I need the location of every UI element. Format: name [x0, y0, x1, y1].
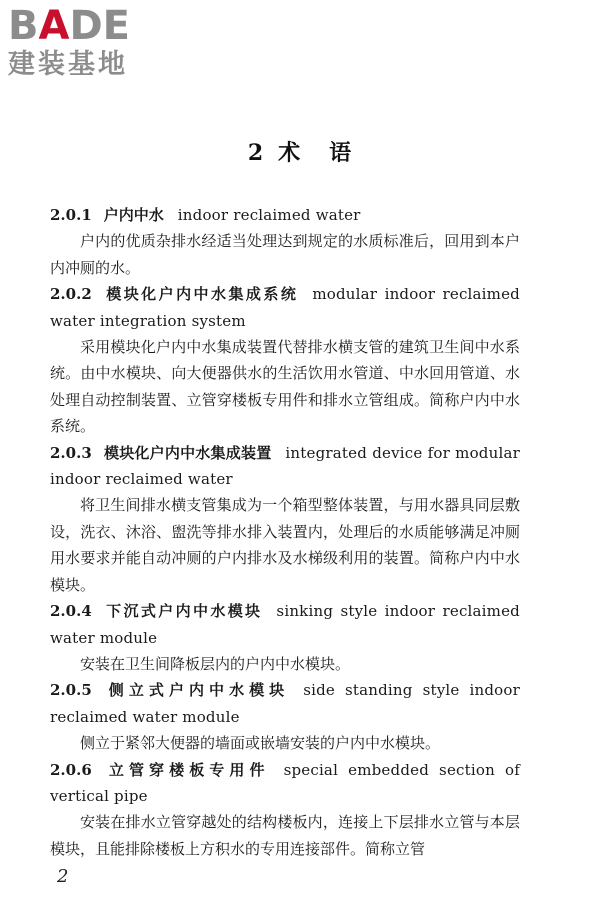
logo-brand-de: DE — [69, 3, 130, 49]
term-heading — [50, 598, 520, 651]
bade-logo — [8, 4, 178, 94]
logo-brand — [8, 4, 178, 48]
term-entry — [50, 598, 520, 677]
term-definition: 户内的优质杂排水经适当处理达到规定的水质标准后，回用到本户内冲厕的水。 — [50, 232, 520, 277]
term-entry — [50, 757, 520, 863]
chapter-number: 2 — [247, 140, 265, 166]
term-number: 2.0.1 — [50, 206, 92, 224]
term-definition: 安装在卫生间降板层内的户内中水模块。 — [80, 654, 351, 673]
logo-brand-a: A — [38, 3, 70, 49]
page-number: 2 — [57, 866, 69, 887]
term-heading — [50, 757, 520, 810]
chapter-title — [0, 136, 600, 167]
term-english-name: special embedded section of vertical pipe — [50, 760, 520, 805]
term-number: 2.0.5 — [50, 681, 92, 700]
term-chinese-name: 下沉式户内中水模块 — [103, 602, 263, 621]
term-number: 2.0.2 — [50, 285, 92, 304]
term-english-name: integrated device for modular indoor reclaimed water — [50, 443, 520, 489]
term-english-name: modular indoor reclaimed water integration system — [50, 285, 520, 330]
term-number: 2.0.6 — [50, 760, 92, 779]
term-heading — [50, 677, 520, 730]
term-definition: 采用模块化户内中水集成装置代替排水横支管的建筑卫生间中水系统。由中水模块、向大便器供水的生活饮用水管道、中水回用管道、水处理自动控制装置、立管穿楼板专用件和排水立管组成。简称户内中水系统。 — [50, 338, 520, 436]
term-definition: 将卫生间排水横支管集成为一个箱型整体装置，与用水器具同层敷设，洗衣、沐浴、盥洗等排水排入装置内，处理后的水质能够满足冲厕用水要求并能自动冲厕的户内排水及水梯级利用的装置。简称户内中水模块。 — [50, 496, 520, 594]
term-chinese-name: 侧立式户内中水模块 — [103, 681, 290, 700]
term-entry — [50, 677, 520, 756]
term-heading — [50, 440, 520, 493]
term-definition: 侧立于紧邻大便器的墙面或嵌墙安装的户内中水模块。 — [80, 734, 441, 753]
term-chinese-name: 立管穿楼板专用件 — [103, 760, 270, 779]
logo-subtitle: 建装基地 — [8, 49, 128, 80]
term-chinese-name: 模块化户内中水集成系统 — [103, 285, 299, 304]
term-heading — [50, 202, 520, 228]
term-entry — [50, 281, 520, 439]
term-heading — [50, 281, 520, 334]
term-chinese-name: 模块化户内中水集成装置 — [103, 443, 272, 462]
term-definition: 安装在排水立管穿越处的结构楼板内，连接上下层排水立管与本层模块，且能排除楼板上方积水的专用连接部件。简称立管 — [50, 813, 520, 858]
terms-list — [50, 202, 520, 862]
term-entry — [50, 440, 520, 598]
term-number: 2.0.3 — [50, 443, 92, 462]
logo-brand-b: B — [8, 3, 39, 49]
term-english-name: side standing style indoor reclaimed water module — [50, 681, 520, 726]
chapter-title-part-2: 语 — [329, 140, 353, 166]
term-entry — [50, 202, 520, 281]
term-number: 2.0.4 — [50, 602, 92, 621]
term-english-name: sinking style indoor reclaimed water module — [50, 602, 520, 647]
term-chinese-name: 户内中水 — [103, 206, 164, 224]
chapter-title-part-1: 术 — [278, 140, 302, 166]
term-english-name: indoor reclaimed water — [177, 206, 361, 224]
